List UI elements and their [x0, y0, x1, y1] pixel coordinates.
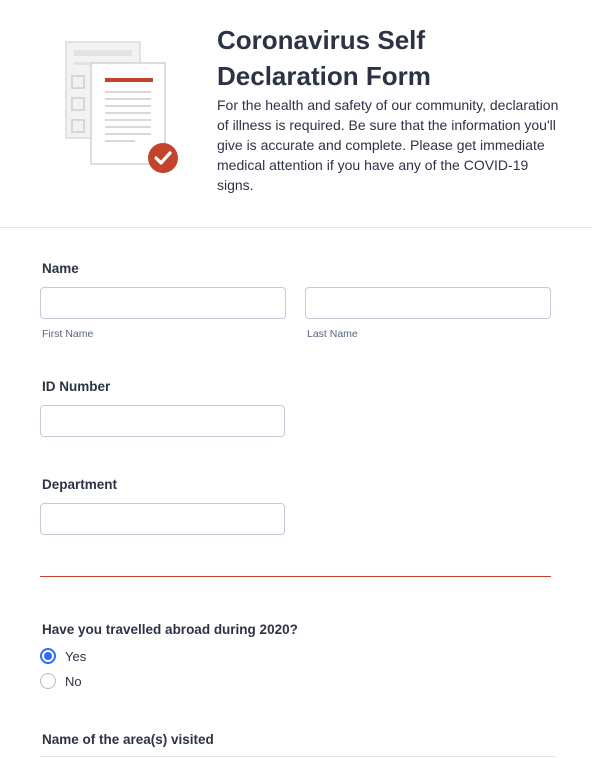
form-title: Coronavirus Self Declaration Form — [217, 25, 431, 91]
radio-no-button[interactable] — [40, 673, 56, 689]
radio-yes-button[interactable] — [40, 648, 56, 664]
radio-option-no[interactable] — [40, 671, 82, 691]
first-name-input[interactable] — [40, 287, 286, 319]
areas-visited-label: Name of the area(s) visited — [42, 732, 214, 747]
name-label: Name — [42, 261, 79, 276]
travel-question-label: Have you travelled abroad during 2020? — [42, 622, 298, 637]
department-input[interactable] — [40, 503, 285, 535]
section-divider — [40, 576, 551, 577]
department-label: Department — [42, 477, 118, 492]
last-name-input[interactable] — [305, 287, 551, 319]
form-intro: For the health and safety of our community, declaration of illness is required. Be sure that the information you'll give is accurate and complete. Please get immediate medical attention if you have any of the COVID-19 signs. — [217, 97, 559, 193]
areas-visited-input-edge[interactable] — [40, 756, 556, 757]
first-name-sublabel: First Name — [42, 328, 94, 340]
id-number-input[interactable] — [40, 405, 285, 437]
id-number-label: ID Number — [42, 379, 111, 394]
last-name-sublabel: Last Name — [307, 328, 358, 340]
radio-option-yes[interactable] — [40, 646, 86, 666]
document-checkmark-icon — [58, 36, 182, 176]
form-header — [0, 0, 592, 228]
radio-no-label: No — [65, 673, 82, 689]
radio-yes-label: Yes — [65, 648, 87, 664]
